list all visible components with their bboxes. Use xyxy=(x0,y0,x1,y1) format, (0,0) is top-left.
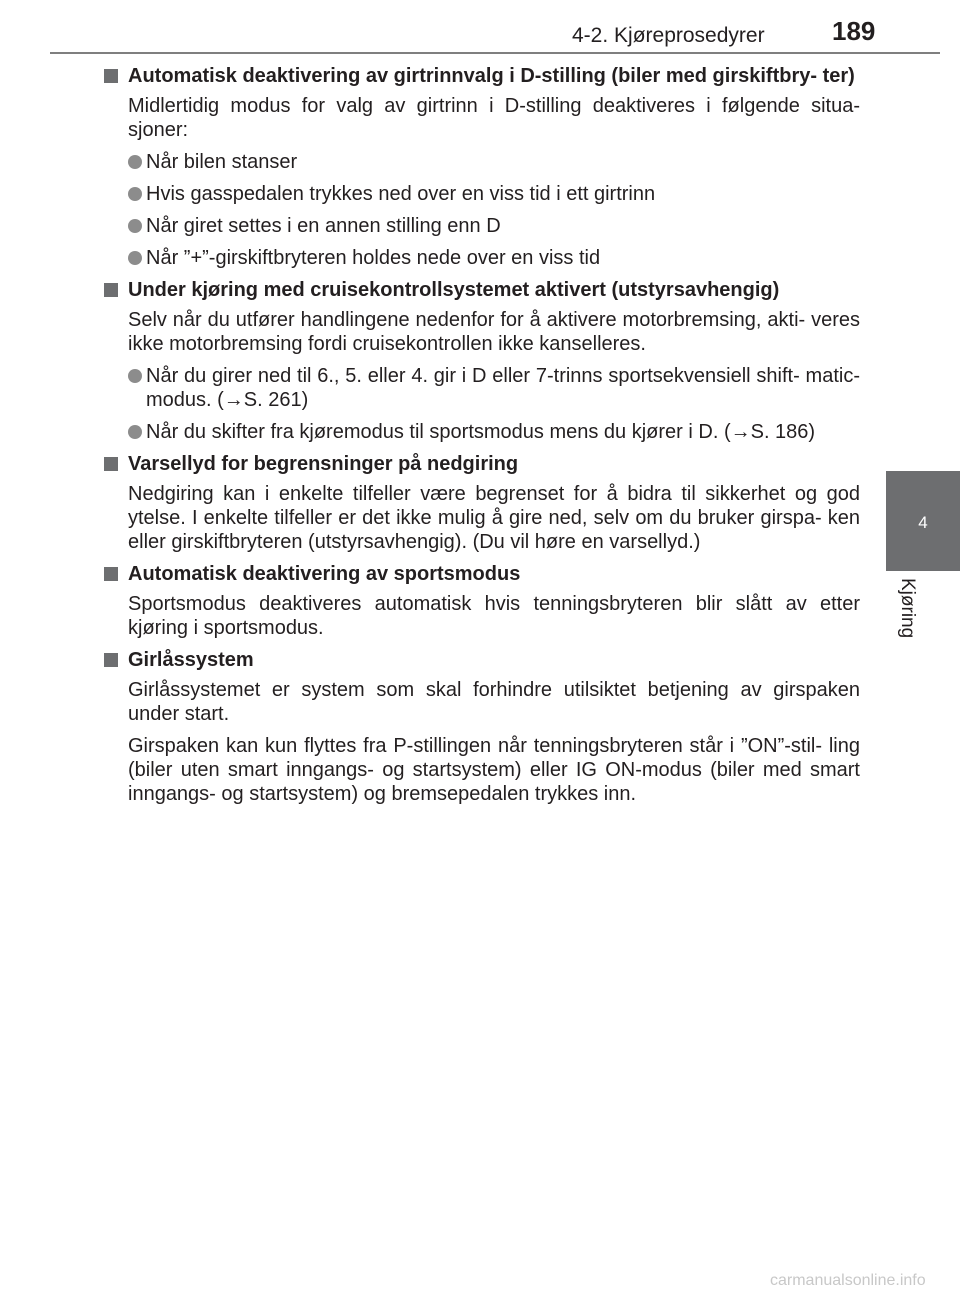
list-item-text: Når ”+”-girskiftbryteren holdes nede over en viss tid xyxy=(146,247,601,269)
list-item-text: Når du skifter fra kjøremodus til sportsmodus mens du kjører i D. (→S. 186) xyxy=(146,421,816,443)
site-watermark: carmanualsonline.info xyxy=(770,1272,926,1289)
page-number: 189 xyxy=(832,16,876,46)
paragraph: Selv når du utfører handlingene nedenfor for å aktivere motorbremsing, akti- veres ikke motorbremsing fordi cruisekontrollen ikke kanselleres. xyxy=(128,309,860,355)
section-heading-text: Girlåssystem xyxy=(128,649,254,671)
circle-bullet-icon xyxy=(128,187,142,201)
list-item xyxy=(128,150,860,174)
section-heading xyxy=(100,278,860,302)
header-rule xyxy=(50,52,940,54)
square-bullet-icon xyxy=(104,567,118,581)
section-heading xyxy=(100,648,860,672)
section-heading-text: Under kjøring med cruisekontrollsystemet aktivert (utstyrsavhengig) xyxy=(128,279,780,301)
section-auto-deactivation-gear xyxy=(100,64,860,270)
paragraph: Nedgiring kan i enkelte tilfeller være begrenset for å bidra til sikkerhet og god ytelse. I enkelte tilfeller er det ikke mulig å gire ned, selv om du bruker girspa- ken eller girskiftbryteren (utstyrsavhengig). (Du vil høre en varsellyd.) xyxy=(128,483,860,553)
chapter-number: 4 xyxy=(918,513,928,532)
square-bullet-icon xyxy=(104,653,118,667)
list-item-text: Hvis gasspedalen trykkes ned over en viss tid i ett girtrinn xyxy=(146,183,656,205)
list-item xyxy=(128,420,860,444)
chapter-label-text: Kjøring xyxy=(897,578,918,639)
list-item xyxy=(128,246,860,270)
section-cruise-control xyxy=(100,278,860,444)
list-item xyxy=(128,182,860,206)
page-header xyxy=(0,0,960,60)
section-heading-text: Automatisk deaktivering av girtrinnvalg i D-stilling (biler med girskiftbry- ter) xyxy=(128,65,855,87)
chapter-tab[interactable] xyxy=(886,471,960,571)
square-bullet-icon xyxy=(104,69,118,83)
paragraph: Girspaken kan kun flyttes fra P-stillingen når tenningsbryteren står i ”ON”-stil- ling (biler uten smart inngangs- og startsystem) eller IG ON-modus (biler med smart inngangs- og startsystem) og bremsepedalen trykkes inn. xyxy=(128,735,860,805)
section-sport-mode xyxy=(100,562,860,640)
list-item-text: Når du girer ned til 6., 5. eller 4. gir i D eller 7-trinns sportsekvensiell shift- matic-modus. (→S. 261) xyxy=(146,365,860,411)
section-heading-text: Automatisk deaktivering av sportsmodus xyxy=(128,563,521,585)
chapter-label xyxy=(890,570,930,660)
section-shift-lock xyxy=(100,648,860,806)
section-heading xyxy=(100,452,860,476)
paragraph: Sportsmodus deaktiveres automatisk hvis tenningsbryteren blir slått av etter kjøring i sportsmodus. xyxy=(128,593,860,639)
list-item xyxy=(128,364,860,412)
circle-bullet-icon xyxy=(128,369,142,383)
square-bullet-icon xyxy=(104,457,118,471)
section-downshift-warning xyxy=(100,452,860,554)
circle-bullet-icon xyxy=(128,251,142,265)
paragraph: Midlertidig modus for valg av girtrinn i D-stilling deaktiveres i følgende situa- sjoner: xyxy=(128,95,860,141)
section-heading xyxy=(100,562,860,586)
paragraph: Girlåssystemet er system som skal forhindre utilsiktet betjening av girspaken under start. xyxy=(128,679,860,725)
square-bullet-icon xyxy=(104,283,118,297)
list-item-text: Når bilen stanser xyxy=(146,151,298,173)
list-item xyxy=(128,214,860,238)
circle-bullet-icon xyxy=(128,155,142,169)
list-item-text: Når giret settes i en annen stilling enn D xyxy=(146,215,501,237)
page-content xyxy=(100,64,860,814)
section-heading-text: Varsellyd for begrensninger på nedgiring xyxy=(128,453,519,475)
section-heading xyxy=(100,64,860,88)
section-title: 4-2. Kjøreprosedyrer xyxy=(572,24,765,47)
circle-bullet-icon xyxy=(128,219,142,233)
circle-bullet-icon xyxy=(128,425,142,439)
